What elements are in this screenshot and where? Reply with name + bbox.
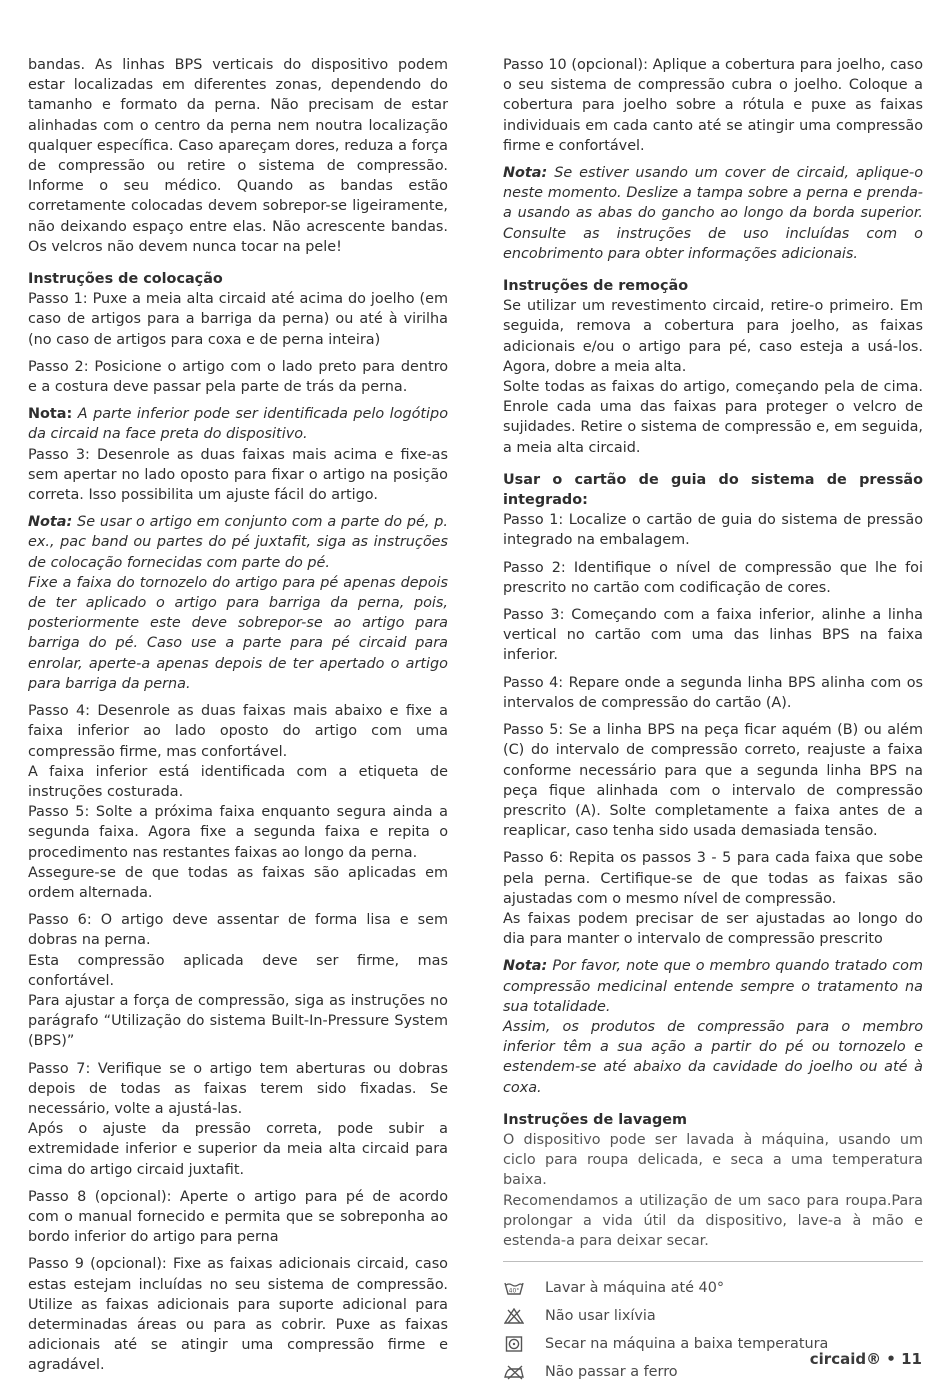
nota-3-label: Nota: [503, 165, 548, 182]
no-iron-icon [503, 1363, 525, 1381]
remocao-2: Solte todas as faixas do artigo, começando pela de cima. Enrole cada uma das faixas para proteger o velcro de sujidades. Retire o sistema de compressão e, em seguida, a meia alta circaid. [503, 379, 923, 456]
cartao-passo-3: Passo 3: Começando com a faixa inferior, alinhe a linha vertical no cartão com uma das linhas BPS na faixa inferior. [503, 607, 923, 664]
nota-2 [28, 512, 448, 573]
no-bleach-icon [503, 1307, 525, 1325]
intro-paragraph: bandas. As linhas BPS verticais do dispositivo podem estar localizadas em diferentes zonas, dependendo do tamanho e formato da perna. Não precisam de estar alinhadas com o centro da perna nem noutra localização qualquer específica. Caso apareçam dores, reduza a força de compressão ou retire o sistema de compressão. Informe o seu médico. Quando as bandas estão corretamente colocadas devem sobrepor-se ligeiramente, não deixando espaço entre elas. Não acrescente bandas. Os velcros não devem nunca tocar na pele! [28, 57, 448, 255]
nota-2-text: Se usar o artigo em conjunto com a parte do pé, p. ex., pac band ou partes do pé juxtafit, siga as instruções de colocação fornecidas com parte do pé. [28, 514, 448, 571]
left-column [28, 55, 448, 1383]
cartao-passo-5: Passo 5: Se a linha BPS na peça ficar aquém (B) ou além (C) do intervalo de compressão correto, reajuste a faixa conforme necessário para que a segunda linha BPS na peça fique alinhada com o intervalo de compressão prescrito (A). Solte completamente a faixa antes de a reaplicar, caso tenha sido usada demasiada tensão. [503, 722, 923, 840]
right-column [503, 55, 923, 1386]
heading-colocacao: Instruções de colocação [28, 271, 223, 288]
heading-cartao: Usar o cartão de guia do sistema de pressão integrado: [503, 471, 923, 509]
passo-8: Passo 8 (opcional): Aperte o artigo para pé de acordo com o manual fornecido e permita que se sobreponha ao bordo inferior do artigo para perna [28, 1188, 448, 1246]
page-footer: circaid® • 11 [809, 1349, 922, 1368]
nota-4-label: Nota: [503, 958, 548, 975]
cartao-passo-4: Passo 4: Repare onde a segunda linha BPS alinha com os intervalos de compressão do cartão (A). [503, 674, 923, 711]
care-label-dry: Secar na máquina a baixa temperatura [545, 1336, 829, 1353]
remocao-1: Se utilizar um revestimento circaid, retire-o primeiro. Em seguida, remova a cobertura para joelho, as faixas adicionais e/ou o artigo para pé, caso esteja a usá-los. Agora, dobre a meia alta. [503, 298, 923, 375]
cartao-passo-2: Passo 2: Identifique o nível de compressão que lhe foi prescrito no cartão com codificação de cores. [503, 559, 923, 596]
passo-4: Passo 4: Desenrole as duas faixas mais abaixo e fixe a faixa inferior ao lado oposto do artigo com uma compressão firme, mas confortável. [28, 703, 448, 760]
passo-5: Passo 5: Solte a próxima faixa enquanto segura ainda a segunda faixa. Agora fixe a segunda faixa e repita o procedimento nas restantes faixas ao longo da perna. [28, 804, 448, 861]
passo-7-b: Após o ajuste da pressão correta, pode subir a extremidade inferior e superior da meia alta circaid para cima do artigo circaid juxtafit. [28, 1121, 448, 1178]
care-divider [503, 1261, 923, 1262]
lavagem-1: O dispositivo pode ser lavada à máquina, usando um ciclo para roupa delicada, e seca a uma temperatura baixa. [503, 1131, 923, 1189]
heading-remocao: Instruções de remoção [503, 278, 689, 295]
passo-5-b: Assegure-se de que todas as faixas são aplicadas em ordem alternada. [28, 864, 448, 901]
care-item-wash [503, 1274, 923, 1302]
passo-6-c: Para ajustar a força de compressão, siga as instruções no parágrafo “Utilização do sistema Built-In-Pressure System (BPS)” [28, 992, 448, 1050]
passo-1: Passo 1: Puxe a meia alta circaid até acima do joelho (em caso de artigos para a barriga da perna) ou até à virilha (no caso de artigos para coxa e de perna inteira) [28, 291, 448, 348]
nota-4 [503, 956, 923, 1017]
care-symbols-list [503, 1274, 923, 1386]
nota-2-continued: Fixe a faixa do tornozelo do artigo para pé apenas depois de ter aplicado o artigo para barriga da perna, pois, posteriormente este deve sobrepor-se ao artigo para barriga do pé. Caso use a parte para pé circaid para enrolar, aperte-a apenas depois de ter apertado o artigo para barriga da perna. [28, 574, 448, 692]
passo-4-b: A faixa inferior está identificada com a etiqueta de instruções costurada. [28, 763, 448, 800]
cartao-passo-6: Passo 6: Repita os passos 3 - 5 para cada faixa que sobe pela perna. Certifique-se de que todas as faixas são ajustadas com o mesmo nível de compressão. [503, 850, 923, 907]
lavagem-2: Recomendamos a utilização de um saco para roupa.Para prolongar a vida útil da dispositivo, lave-a à mão e estenda-a para deixar secar. [503, 1192, 923, 1249]
nota-3 [503, 163, 923, 264]
nota-1-text: A parte inferior pode ser identificada pelo logótipo da circaid na face preta do dispositivo. [28, 406, 448, 443]
svg-text:40°: 40° [508, 1287, 520, 1295]
nota-4-continued: Assim, os produtos de compressão para o membro inferior têm a sua ação a partir do pé ou tornozelo e estendem-se até abaixo da cavidade do joelho ou até à coxa. [503, 1018, 923, 1096]
passo-3: Passo 3: Desenrole as duas faixas mais acima e fixe-as sem apertar no lado oposto para fixar o artigo na posição correta. Isso possibilita um ajuste fácil do artigo. [28, 446, 448, 504]
passo-6: Passo 6: O artigo deve assentar de forma lisa e sem dobras na perna. [28, 912, 448, 949]
nota-3-text: Se estiver usando um cover de circaid, aplique-o neste momento. Deslize a tampa sobre a perna e prenda-a usando as abas do gancho ao longo da borda superior. Consulte as instruções de uso incluídas com o encobrimento para obter informações adicionais. [503, 165, 924, 262]
nota-1 [28, 404, 448, 444]
passo-7: Passo 7: Verifique se o artigo tem aberturas ou dobras depois de todas as faixas terem sido fixadas. Se necessário, volte a ajustá-las. [28, 1060, 448, 1117]
wash-40-icon [503, 1279, 525, 1297]
passo-9: Passo 9 (opcional): Fixe as faixas adicionais circaid, caso estas estejam incluídas no seu sistema de compressão. Utilize as faixas adicionais para suporte adicional para determinadas áreas ou para as cobrir. Puxe as faixas adicionais até se atingir uma compressão firme e agradável. [28, 1256, 448, 1374]
passo-2: Passo 2: Posicione o artigo com o lado preto para dentro e a costura deve passar pela parte de trás da perna. [28, 358, 448, 396]
passo-10: Passo 10 (opcional): Aplique a cobertura para joelho, caso o seu sistema de compressão cubra o joelho. Coloque a cobertura para joelho sobre a rótula e puxe as faixas individuais em cada canto até se atingir uma compressão firme e confortável. [503, 57, 923, 154]
tumble-dry-low-icon [503, 1335, 525, 1353]
nota-4-text: Por favor, note que o membro quando tratado com compressão medicinal entende sempre o tratamento na sua totalidade. [503, 958, 923, 1015]
passo-6-b: Esta compressão aplicada deve ser firme, mas confortável. [28, 952, 448, 989]
care-label-bleach: Não usar lixívia [545, 1308, 656, 1325]
cartao-passo-6-b: As faixas podem precisar de ser ajustadas ao longo do dia para manter o intervalo de compressão prescrito [503, 910, 923, 948]
care-label-iron: Não passar a ferro [545, 1364, 678, 1381]
care-label-wash: Lavar à máquina até 40° [545, 1280, 725, 1297]
cartao-passo-1: Passo 1: Localize o cartão de guia do sistema de pressão integrado na embalagem. [503, 512, 923, 549]
heading-lavagem: Instruções de lavagem [503, 1111, 688, 1128]
nota-2-label: Nota: [28, 514, 73, 531]
care-item-bleach [503, 1302, 923, 1330]
nota-1-label: Nota: [28, 406, 73, 423]
